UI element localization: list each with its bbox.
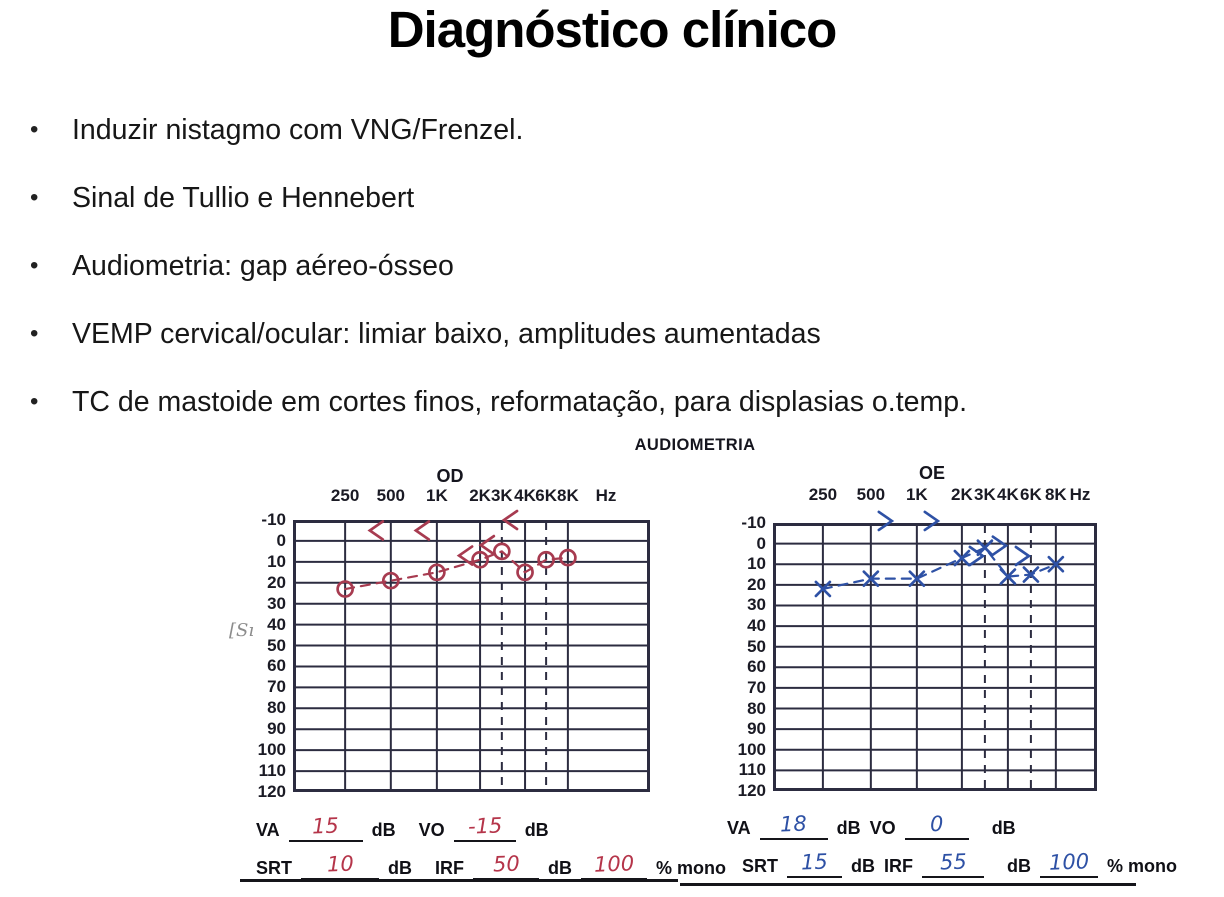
oe-db-label-90: 90	[747, 719, 766, 739]
oe-db-label-40: 40	[747, 616, 766, 636]
mono-label: % mono	[1107, 856, 1177, 876]
bullet-text: Induzir nistagmo com VNG/Frenzel.	[72, 113, 524, 146]
oe-audiogram-grid	[773, 523, 1097, 791]
mono-value-line	[1040, 850, 1098, 878]
db-label: dB	[851, 856, 875, 876]
srt-value-line	[787, 850, 842, 878]
od-x-unit-label: Hz	[595, 486, 617, 505]
irf-value-line	[922, 850, 984, 878]
od-bone-mark-500	[370, 521, 383, 539]
od-db-label-120: 120	[257, 782, 286, 801]
irf-value: 50	[492, 851, 520, 877]
irf-value-line	[473, 852, 539, 880]
od-db-label-110: 110	[258, 761, 286, 781]
bullet-marker: •	[30, 116, 39, 143]
od-db-label-20: 20	[267, 572, 286, 592]
oe-freq-label-6K: 6K	[1020, 485, 1042, 504]
oe-series-bone	[879, 512, 1029, 565]
oe-bone-mark-3K	[993, 537, 1006, 555]
oe-footer-line1	[727, 812, 1016, 840]
db-label: dB	[991, 818, 1016, 838]
srt-value: 15	[800, 849, 829, 875]
od-db-label-0: 0	[276, 530, 286, 550]
oe-series-air	[816, 541, 1063, 596]
od-chart-title: OD	[436, 466, 464, 486]
db-label: dB	[548, 858, 572, 878]
caption-fragment: [Sı	[229, 620, 255, 641]
od-freq-label-250: 250	[330, 486, 360, 505]
od-freq-label-1K: 1K	[425, 486, 448, 505]
oe-freq-label-3K: 3K	[974, 485, 996, 504]
oe-freq-label-2K: 2K	[951, 485, 973, 504]
oe-db-label-60: 60	[747, 657, 766, 677]
od-db-label--10: -10	[261, 510, 286, 529]
bullet-item	[30, 368, 1210, 436]
va-value-line	[760, 812, 828, 840]
oe-db-label-50: 50	[747, 636, 766, 656]
oe-footer-line2	[742, 850, 1177, 878]
od-db-label-30: 30	[267, 593, 286, 613]
oe-db-label-30: 30	[747, 595, 766, 615]
srt-value-line	[301, 852, 379, 880]
srt-value: 10	[326, 851, 354, 877]
od-freq-label-2K: 2K	[469, 486, 491, 505]
oe-db-label-10: 10	[747, 554, 766, 574]
oe-db-label-70: 70	[747, 677, 766, 697]
oe-db-label-20: 20	[747, 574, 766, 594]
db-label: dB	[1007, 856, 1031, 876]
bullet-text: Sinal de Tullio e Hennebert	[72, 181, 415, 214]
oe-bone-mark-4K	[1016, 547, 1029, 565]
vo-label: VO	[418, 820, 445, 840]
oe-db-label-0: 0	[756, 533, 766, 553]
oe-db-label--10: -10	[741, 513, 766, 532]
od-db-label-60: 60	[267, 656, 286, 676]
oe-db-label-110: 110	[738, 760, 766, 780]
od-db-label-40: 40	[267, 614, 286, 634]
od-audiogram-grid	[293, 520, 650, 792]
va-value: 15	[311, 813, 340, 839]
bullet-text: VEMP cervical/ocular: limiar baixo, amplitudes aumentadas	[72, 317, 821, 350]
vo-label: VO	[869, 818, 896, 838]
od-bone-mark-1K	[416, 521, 429, 539]
va-value: 18	[779, 811, 808, 837]
db-label: dB	[524, 820, 549, 840]
mono-value: 100	[1048, 849, 1090, 875]
bullet-marker: •	[30, 320, 39, 347]
oe-freq-label-8K: 8K	[1044, 485, 1067, 504]
srt-label: SRT	[742, 856, 778, 876]
irf-value: 55	[939, 849, 967, 875]
bullet-item	[30, 164, 1210, 232]
vo-value-line	[905, 812, 969, 840]
oe-footer-rule	[680, 883, 1136, 886]
od-footer-line2	[256, 852, 726, 880]
bullet-item	[30, 232, 1210, 300]
vo-value: -15	[467, 813, 503, 839]
bullet-item	[30, 96, 1210, 164]
mono-value: 100	[593, 851, 635, 877]
db-label: dB	[836, 818, 861, 838]
od-freq-label-3K: 3K	[490, 486, 513, 505]
figure-title: AUDIOMETRIA	[634, 436, 756, 454]
oe-x-unit-label: Hz	[1069, 485, 1091, 504]
oe-freq-label-250: 250	[808, 485, 838, 504]
vo-value: 0	[929, 811, 944, 837]
oe-db-label-100: 100	[737, 739, 766, 759]
db-label: dB	[371, 820, 396, 840]
oe-freq-label-500: 500	[856, 485, 886, 504]
vo-value-line	[454, 814, 516, 842]
bullet-text: Audiometria: gap aéreo-ósseo	[72, 249, 454, 282]
bullet-item	[30, 300, 1210, 368]
oe-bone-mark-500	[879, 512, 892, 530]
od-db-label-80: 80	[267, 698, 286, 718]
bullet-list	[30, 96, 1210, 436]
od-db-label-50: 50	[267, 635, 286, 655]
oe-freq-label-4K: 4K	[997, 485, 1019, 504]
oe-db-label-80: 80	[747, 698, 766, 718]
mono-label: % mono	[656, 858, 726, 878]
oe-chart-title: OE	[918, 463, 945, 483]
od-db-label-10: 10	[267, 551, 286, 571]
bullet-marker: •	[30, 388, 39, 415]
od-freq-label-8K: 8K	[557, 486, 579, 505]
oe-bone-mark-1K	[925, 512, 938, 530]
oe-freq-label-1K: 1K	[905, 485, 928, 504]
page-title: Diagnóstico clínico	[387, 1, 837, 58]
od-db-label-90: 90	[267, 719, 286, 739]
od-db-label-100: 100	[257, 740, 286, 760]
od-freq-label-500: 500	[376, 486, 405, 505]
bullet-text: TC de mastoide em cortes finos, reformatação, para displasias o.temp.	[72, 385, 967, 418]
oe-db-label-120: 120	[737, 781, 766, 800]
bullet-marker: •	[30, 252, 39, 279]
mono-value-line	[581, 852, 647, 880]
va-value-line	[289, 814, 363, 842]
bullet-marker: •	[30, 184, 39, 211]
va-label: VA	[727, 818, 751, 838]
od-db-label-70: 70	[267, 677, 286, 697]
db-label: dB	[388, 858, 412, 878]
srt-label: SRT	[256, 858, 292, 878]
od-freq-label-6K: 6K	[535, 486, 557, 505]
od-footer-line1	[256, 814, 549, 842]
od-series-air	[338, 544, 576, 597]
od-freq-label-4K: 4K	[514, 486, 536, 505]
od-footer-rule	[240, 879, 678, 882]
irf-label: IRF	[884, 856, 913, 876]
irf-label: IRF	[435, 858, 464, 878]
va-label: VA	[256, 820, 280, 840]
